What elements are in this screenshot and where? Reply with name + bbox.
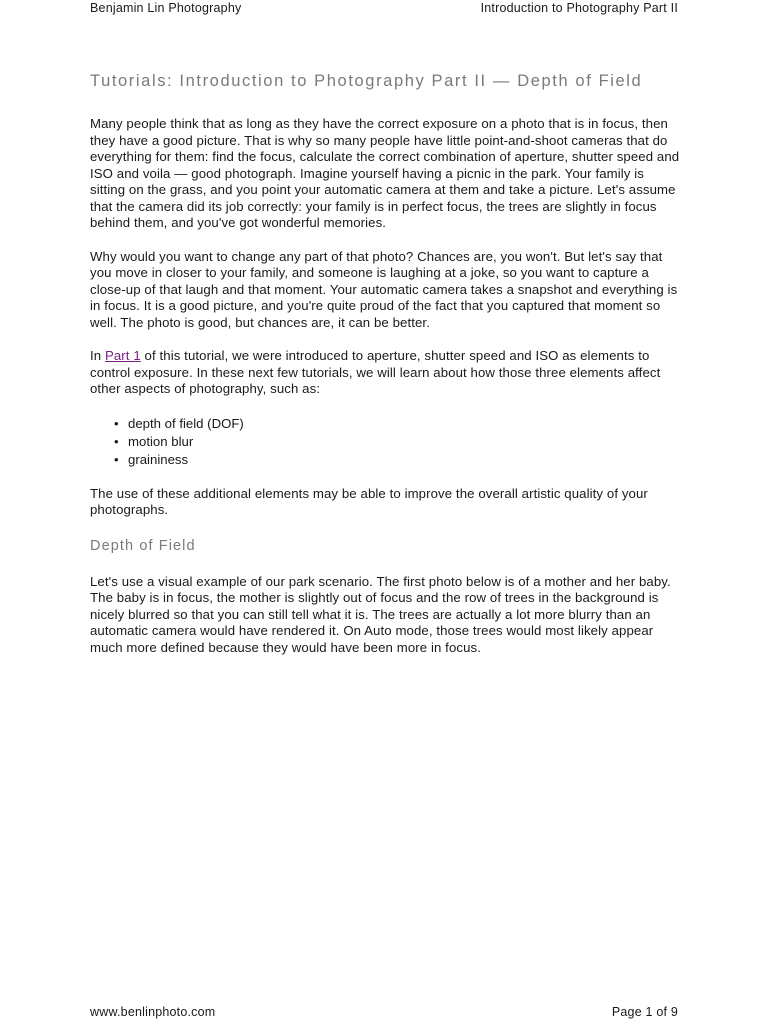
header-document-title: Introduction to Photography Part II (480, 1, 678, 15)
bullet-icon: • (114, 433, 119, 449)
footer-page-number: Page 1 of 9 (611, 1005, 678, 1019)
footer-website-url: www.benlinphoto.com (90, 1005, 216, 1019)
list-item-text: graininess (128, 451, 189, 467)
bullet-icon: • (114, 415, 119, 431)
bullet-icon: • (114, 451, 119, 467)
list-item-text: motion blur (128, 433, 194, 449)
paragraph-intro-1: Many people think that as long as they have the correct exposure on a photo that is in focus, then they have a good picture. That is why so many people have little point-and-shoot cameras that do everything for them: find the focus, calculate the correct combination of aperture, shutter speed and ISO and voila — good photograph. Imagine yourself having a picnic in the park. Your family is sitting on the grass, and you point your automatic camera at them and take a picture. Let's assume that the camera did its job correctly: your family is in perfect focus, the trees are slightly in focus behind them, and you've got wonderful memories. (90, 116, 680, 230)
running-footer (90, 1004, 678, 1024)
list-item (114, 433, 680, 451)
aspects-list (90, 415, 680, 469)
paragraph-closing: The use of these additional elements may be able to improve the overall artistic quality of your photographs. (90, 485, 648, 517)
list-item-text: depth of field (DOF) (128, 415, 244, 431)
paragraph-depth-of-field: Let's use a visual example of our park scenario. The first photo below is of a mother and her baby. The baby is in focus, the mother is slightly out of focus and the row of trees in the background is nicely blurred so that you can still tell what it is. The trees are actually a lot more blurry than an automatic camera would have rendered it. On Auto mode, those trees would most likely appear much more defined because they would have been more in focus. (90, 573, 671, 655)
article-title: Tutorials: Introduction to Photography Part II — Depth of Field (90, 72, 643, 90)
list-item (114, 451, 680, 469)
section-heading-depth-of-field: Depth of Field (90, 537, 196, 554)
paragraph-intro-2: Why would you want to change any part of that photo? Chances are, you won't. But let's say that you move in closer to your family, and someone is laughing at a joke, so you want to capture a close-up of that laugh and that moment. Your automatic camera takes a snapshot and everything is in focus. It is a good picture, and you're quite proud of the fact that you captured that moment so well. The photo is good, but chances are, it can be better. (90, 248, 678, 330)
running-header (90, 0, 678, 18)
paragraph-text-after-link: of this tutorial, we were introduced to aperture, shutter speed and ISO as elements to control exposure. In these next few tutorials, we will learn about how those three elements affect other aspects of photography, such as: (90, 348, 661, 396)
list-item (114, 415, 680, 433)
header-site-name: Benjamin Lin Photography (90, 1, 242, 15)
part-1-link[interactable]: Part 1 (104, 348, 141, 363)
article-content (90, 70, 680, 673)
paragraph-part1-reference (90, 348, 680, 398)
paragraph-text-before-link: In (90, 348, 105, 363)
